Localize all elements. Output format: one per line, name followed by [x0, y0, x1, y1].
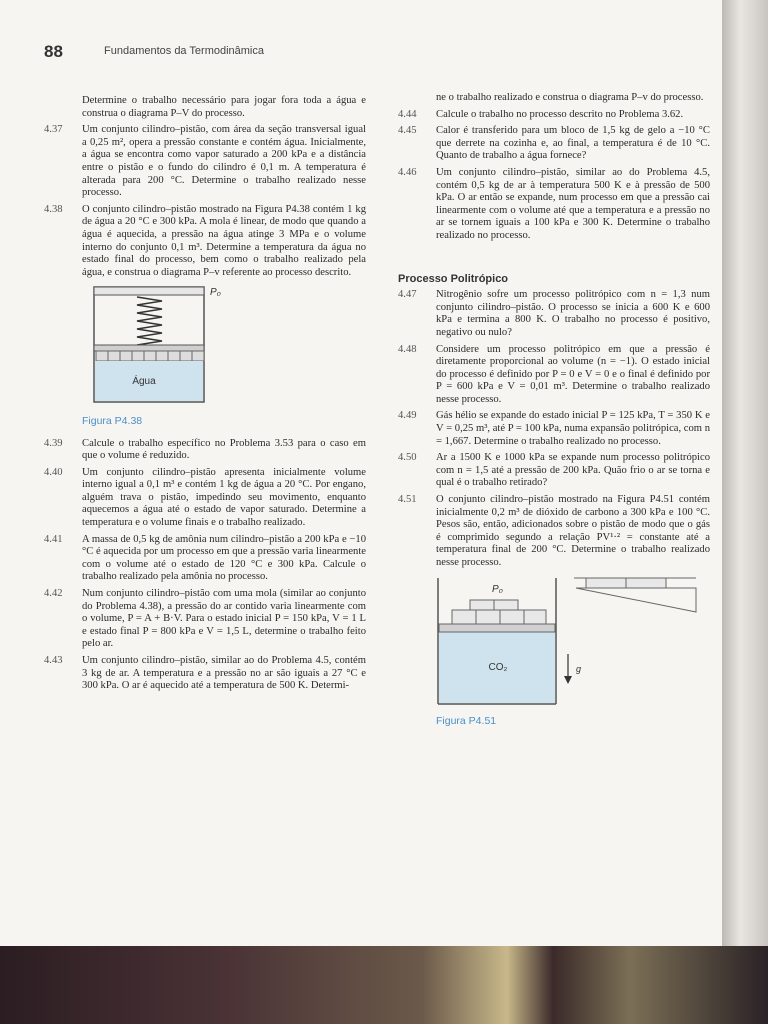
- problem-4-43: [44, 655, 366, 693]
- problem-4-48: [398, 344, 710, 407]
- problem-number: 4.47: [398, 289, 417, 301]
- problem-number: 4.42: [44, 588, 63, 600]
- problem-number: 4.46: [398, 166, 417, 178]
- problem-text: Um conjunto cilindro–pistão, com área da seção transversal igual a 0,25 m², opera a pressão constante e contém água. Inicialmente, a água se encontra como vapor saturado a 200 kPa e a distância entre o pistão e o fundo do cilindro é 0,1 m. A temperatura é alterada para 200 °C. Determine o trabalho realizado nesse processo.: [82, 124, 366, 199]
- figure-caption: Figura P4.38: [82, 414, 143, 427]
- piston-stops: [96, 351, 204, 361]
- label-water: Água: [132, 376, 156, 388]
- cylinder-top: [94, 287, 204, 295]
- left-column: [44, 95, 366, 697]
- problem-text: Considere um processo politrópico em que a pressão é diretamente proporcional ao volume (n = −1). O estado inicial do processo é definido por P = 0 e V = 0 e o final é definido por P = 600 kPa e V = 0,01 m³. Determine o trabalho realizado nesse processo.: [436, 343, 710, 405]
- background-below-page: [0, 946, 768, 1024]
- problem-number: 4.37: [44, 124, 63, 136]
- problem-text: Calcule o trabalho no processo descrito no Problema 3.62.: [436, 108, 684, 120]
- running-title: Fundamentos da Termodinâmica: [104, 45, 264, 57]
- problem-4-41: [44, 534, 366, 584]
- problem-4-40: [44, 467, 366, 530]
- problem-text: Um conjunto cilindro–pistão apresenta inicialmente volume interno igual a 0,1 m³ e contém 1 kg de água a 20 °C. Por engano, alguém trava o pistão, impedindo seu movimento, enquanto aquecemos a água até o estado de vapor saturado. Determine a temperatura e o volume finais e o trabalho realizado.: [82, 466, 366, 529]
- problem-text: Gás hélio se expande do estado inicial P = 125 kPa, T = 350 K e V = 0,25 m³, até P = 100 kPa, numa expansão politrópica, com n = 1,667. Determine o trabalho realizado no processo.: [436, 410, 710, 447]
- problem-number: 4.39: [44, 437, 63, 449]
- right-column: [398, 92, 710, 732]
- problem-4-51: [398, 494, 710, 570]
- figure-caption: Figura P4.51: [436, 715, 497, 728]
- continued-text: Determine o trabalho necessário para jogar fora toda a água e construa o diagrama P–V do processo.: [82, 95, 366, 119]
- continued-text: ne o trabalho realizado e construa o diagrama P–v do processo.: [436, 92, 704, 103]
- problem-4-37: [44, 124, 366, 200]
- page-number: 88: [44, 42, 63, 61]
- problem-number: 4.41: [44, 533, 63, 545]
- problem-number: 4.50: [398, 452, 417, 464]
- problem-text: Ar a 1500 K e 1000 kPa se expande num processo politrópico com n = 1,5 até a pressão de 200 kPa. Quão frio o ar se torna e qual é o trabalho retirado?: [436, 452, 710, 489]
- problem-number: 4.44: [398, 108, 417, 120]
- label-p0: P₀: [210, 287, 221, 299]
- problem-4-50: [398, 452, 710, 490]
- problem-text: O conjunto cilindro–pistão mostrado na Figura P4.51 contém inicialmente 0,2 m³ de dióxido de carbono a 300 kPa e 100 °C. Pesos são, então, adicionados sobre o pistão de modo que o gás é comprimido segundo a relação PV¹·² = constante até a temperatura final de 200 °C. Determine o trabalho realizado nesse processo.: [436, 494, 710, 568]
- problem-text: Um conjunto cilindro–pistão, similar ao do Problema 4.5, contém 3 kg de ar. A temperatura e a pressão no ar são iguais a 27 °C e 300 kPa. O ar é aquecido até a temperatura de 500 K. Determi-: [82, 655, 366, 692]
- problem-number: 4.49: [398, 410, 417, 422]
- piston: [94, 345, 204, 351]
- problem-text: Nitrogênio sofre um processo politrópico com n = 1,3 num conjunto cilindro–pistão. O processo se inicia a 600 K e 600 kPa e termina a 800 K. O trabalho no processo é positivo, negativo ou nulo?: [436, 289, 710, 338]
- problem-number: 4.51: [398, 494, 417, 506]
- problem-number: 4.40: [44, 466, 63, 478]
- problem-text: A massa de 0,5 kg de amônia num cilindro–pistão a 200 kPa e −10 °C é aquecida por um processo em que a pressão varia linearmente com o volume até o estado de 120 °C e 300 kPa. Calcule o trabalho realizado pela amônia no processo.: [82, 533, 366, 583]
- stacked-weights: [452, 600, 546, 624]
- problem-4-38: [44, 204, 366, 280]
- problem-number: 4.43: [44, 655, 63, 666]
- problem-4-47: [398, 289, 710, 339]
- spring: [137, 297, 162, 345]
- problem-text: O conjunto cilindro–pistão mostrado na Figura P4.38 contém 1 kg de água a 20 °C e 300 kPa. A mola é linear, de modo que quando a água é aquecida, a pressão na água atinge 3 MPa e o volume interno do conjunto 0,1 m³. Determine a temperatura da água no estado final do processo, bem como o trabalho realizado pela água, e construa o diagrama P–v referente ao processo descrito.: [82, 203, 366, 278]
- problem-text: Num conjunto cilindro–pistão com uma mola (similar ao conjunto do Problema 4.38), a pressão do ar contido varia linearmente com o volume, P = A + B·V. Para o estado inicial P = 150 kPa, V = 1 L e estado final P = 800 kPa e V = 1,5 L, determine o trabalho feito pelo ar.: [82, 588, 366, 650]
- label-gas: CO₂: [488, 661, 508, 673]
- problem-text: Calcule o trabalho específico no Problema 3.53 para o caso em que o volume é reduzido.: [82, 437, 366, 462]
- problem-4-39: [44, 438, 366, 463]
- problem-4-42: [44, 588, 366, 651]
- problem-4-45: [398, 125, 710, 163]
- problem-4-46: [398, 167, 710, 243]
- problem-4-44: [398, 109, 710, 122]
- problem-text: Um conjunto cilindro–pistão, similar ao do Problema 4.5, contém 0,5 kg de ar à temperatura 500 K e à pressão de 500 kPa. O ar então se expande, num processo em que a pressão cai linearmente com o volume até que a temperatura e a pressão no ar se tornem iguais a 100 kPa e 300 K. Determine o trabalho realizado no processo.: [436, 166, 710, 241]
- page-edge-right: [722, 0, 768, 946]
- figure-p4-51: [398, 576, 710, 728]
- label-g: g: [576, 663, 582, 674]
- problem-number: 4.48: [398, 343, 417, 355]
- label-p0: P₀: [492, 583, 503, 595]
- section-title: Processo Politrópico: [398, 272, 509, 285]
- problem-number: 4.45: [398, 125, 417, 137]
- problem-number: 4.38: [44, 203, 63, 215]
- weights-side-view: [574, 578, 696, 612]
- problem-4-49: [398, 410, 710, 448]
- cylinder-weights-diagram: [436, 576, 716, 711]
- cylinder-spring-diagram: [82, 285, 252, 410]
- piston: [439, 624, 555, 632]
- figure-p4-38: [44, 285, 366, 427]
- problem-text: Calor é transferido para um bloco de 1,5 kg de gelo a −10 °C que derrete na cozinha e, ao final, a temperatura é de 10 °C. Quanto de trabalho a água fornece?: [436, 125, 710, 162]
